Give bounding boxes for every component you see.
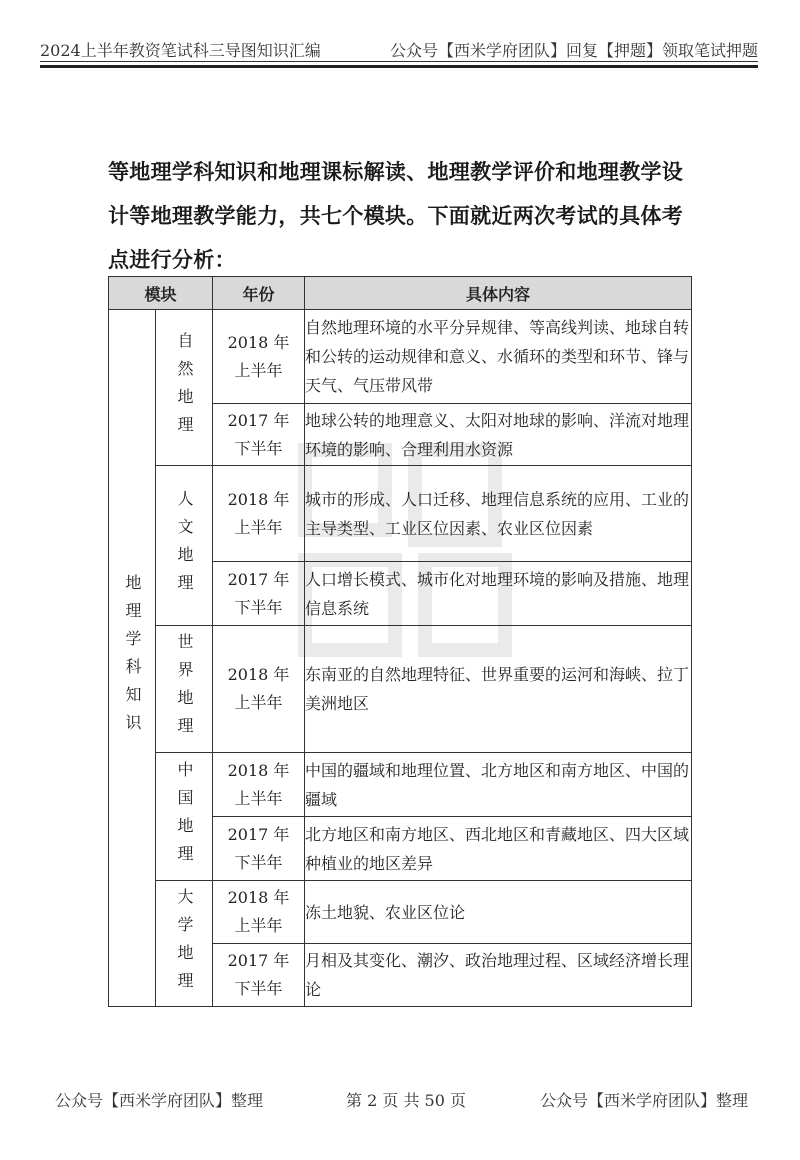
table-row <box>109 310 692 404</box>
footer-right-note: 公众号【西米学府团队】整理 <box>539 1091 748 1110</box>
header-title: 2024上半年教资笔试科三导图知识汇编 <box>40 41 321 60</box>
subcategory-label: 自然地理 <box>175 331 194 444</box>
content-cell: 北方地区和南方地区、西北地区和青藏地区、四大区域种植业的地区差异 <box>305 817 692 881</box>
subcategory-label: 大学地理 <box>175 887 194 1000</box>
page-number: 第 2 页 共 50 页 <box>346 1091 466 1110</box>
subcategory-label: 人文地理 <box>175 489 194 602</box>
subcategory-cell <box>156 310 213 466</box>
content-cell: 地球公转的地理意义、太阳对地球的影响、洋流对地理环境的影响、合理利用水资源 <box>305 404 692 466</box>
year-cell: 2017 年 下半年 <box>213 562 305 626</box>
year-cell: 2018 年 上半年 <box>213 626 305 753</box>
year-cell: 2018 年 上半年 <box>213 881 305 944</box>
header-content: 具体内容 <box>305 277 692 310</box>
year-cell: 2017 年 下半年 <box>213 944 305 1007</box>
year-cell: 2018 年 上半年 <box>213 466 305 562</box>
exam-points-table <box>108 276 692 1007</box>
table-row <box>109 753 692 817</box>
subcategory-cell <box>156 466 213 626</box>
year-cell: 2017 年 下半年 <box>213 817 305 881</box>
header-module: 模块 <box>109 277 213 310</box>
table-row <box>109 466 692 562</box>
subcategory-cell <box>156 753 213 881</box>
content-cell: 自然地理环境的水平分异规律、等高线判读、地球自转和公转的运动规律和意义、水循环的类型和环节、锋与天气、气压带风带 <box>305 310 692 404</box>
table-header-row <box>109 277 692 310</box>
content-cell: 人口增长模式、城市化对地理环境的影响及措施、地理信息系统 <box>305 562 692 626</box>
subcategory-cell <box>156 881 213 1007</box>
content-cell: 城市的形成、人口迁移、地理信息系统的应用、工业的主导类型、工业区位因素、农业区位因素 <box>305 466 692 562</box>
subcategory-cell <box>156 626 213 753</box>
category-label: 地理学科知识 <box>123 574 142 742</box>
header-rule-thick <box>40 65 758 68</box>
header-rule-thin <box>40 61 758 62</box>
intro-paragraph: 等地理学科知识和地理课标解读、地理教学评价和地理教学设计等地理教学能力，共七个模块。下面就近两次考试的具体考点进行分析： <box>108 160 684 272</box>
subcategory-label: 世界地理 <box>175 633 194 745</box>
year-cell: 2017 年 下半年 <box>213 404 305 466</box>
table-row <box>109 626 692 753</box>
year-cell: 2018 年 上半年 <box>213 310 305 404</box>
table-row <box>109 881 692 944</box>
content-cell: 东南亚的自然地理特征、世界重要的运河和海峡、拉丁美洲地区 <box>305 626 692 753</box>
header-year: 年份 <box>213 277 305 310</box>
subcategory-label: 中国地理 <box>175 760 194 873</box>
content-cell: 月相及其变化、潮汐、政治地理过程、区域经济增长理论 <box>305 944 692 1007</box>
category-cell <box>109 310 156 1007</box>
year-cell: 2018 年 上半年 <box>213 753 305 817</box>
header-note: 公众号【西米学府团队】回复【押题】领取笔试押题 <box>389 41 758 60</box>
footer-left-note: 公众号【西米学府团队】整理 <box>55 1091 264 1110</box>
content-cell: 冻土地貌、农业区位论 <box>305 881 692 944</box>
content-cell: 中国的疆域和地理位置、北方地区和南方地区、中国的疆域 <box>305 753 692 817</box>
